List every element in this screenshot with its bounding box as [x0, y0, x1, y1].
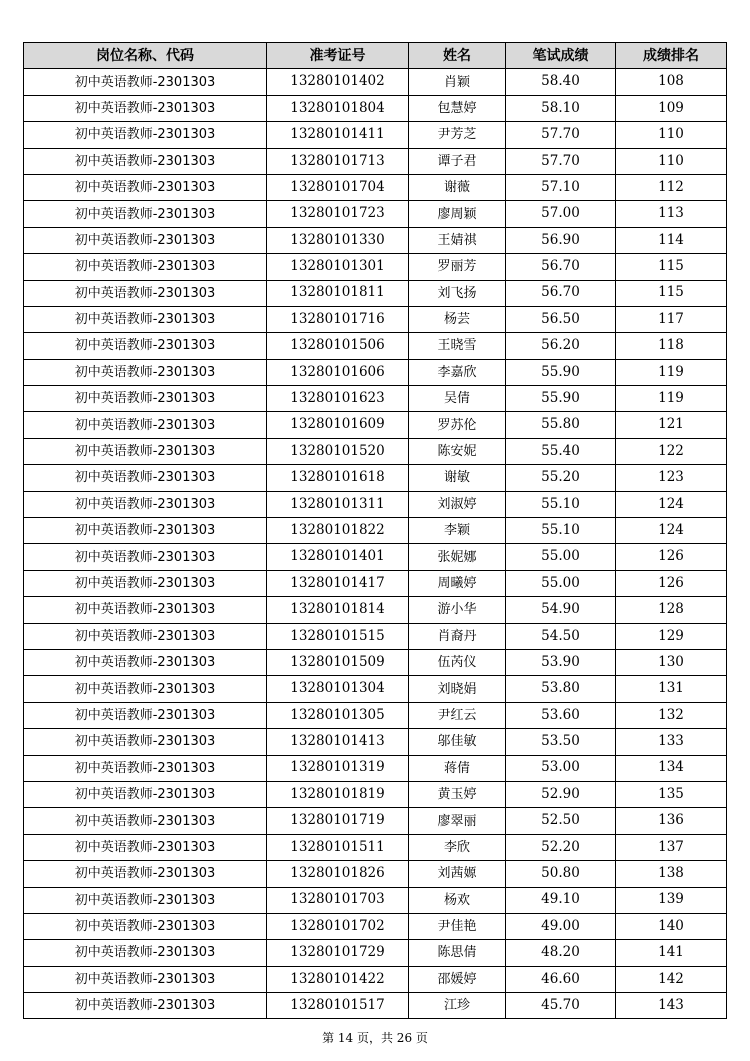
cell-ticket-number: 13280101804: [267, 95, 409, 121]
cell-name: 黄玉婷: [409, 781, 506, 807]
cell-name: 谢敏: [409, 465, 506, 491]
cell-position-code: 初中英语教师-2301303: [24, 808, 267, 834]
cell-score-rank: 114: [616, 227, 727, 253]
cell-score-rank: 124: [616, 491, 727, 517]
cell-score-rank: 132: [616, 702, 727, 728]
cell-position-code: 初中英语教师-2301303: [24, 544, 267, 570]
cell-score-rank: 115: [616, 254, 727, 280]
cell-written-score: 49.00: [506, 913, 616, 939]
cell-score-rank: 118: [616, 333, 727, 359]
cell-ticket-number: 13280101506: [267, 333, 409, 359]
table-row: [24, 940, 727, 966]
cell-score-rank: 143: [616, 993, 727, 1019]
table-row: [24, 649, 727, 675]
cell-written-score: 53.90: [506, 649, 616, 675]
cell-position-code: 初中英语教师-2301303: [24, 491, 267, 517]
cell-score-rank: 135: [616, 781, 727, 807]
table-header: [24, 43, 727, 69]
cell-score-rank: 124: [616, 518, 727, 544]
cell-name: 廖周颖: [409, 201, 506, 227]
cell-score-rank: 139: [616, 887, 727, 913]
table-row: [24, 491, 727, 517]
cell-score-rank: 112: [616, 174, 727, 200]
cell-position-code: 初中英语教师-2301303: [24, 676, 267, 702]
cell-ticket-number: 13280101509: [267, 649, 409, 675]
cell-score-rank: 122: [616, 438, 727, 464]
table-row: [24, 676, 727, 702]
cell-name: 谭子君: [409, 148, 506, 174]
cell-name: 王晓雪: [409, 333, 506, 359]
cell-position-code: 初中英语教师-2301303: [24, 465, 267, 491]
cell-name: 伍芮仪: [409, 649, 506, 675]
cell-name: 李欣: [409, 834, 506, 860]
cell-ticket-number: 13280101814: [267, 597, 409, 623]
cell-position-code: 初中英语教师-2301303: [24, 940, 267, 966]
table-row: [24, 333, 727, 359]
header-name: 姓名: [409, 43, 506, 69]
cell-name: 刘淑婷: [409, 491, 506, 517]
cell-written-score: 55.10: [506, 491, 616, 517]
cell-name: 谢薇: [409, 174, 506, 200]
cell-position-code: 初中英语教师-2301303: [24, 781, 267, 807]
cell-score-rank: 123: [616, 465, 727, 491]
cell-score-rank: 134: [616, 755, 727, 781]
cell-name: 刘茜嫄: [409, 861, 506, 887]
cell-position-code: 初中英语教师-2301303: [24, 913, 267, 939]
cell-ticket-number: 13280101606: [267, 359, 409, 385]
cell-score-rank: 117: [616, 306, 727, 332]
cell-name: 肖裔丹: [409, 623, 506, 649]
cell-score-rank: 141: [616, 940, 727, 966]
cell-written-score: 56.70: [506, 254, 616, 280]
cell-name: 廖翠丽: [409, 808, 506, 834]
table-row: [24, 755, 727, 781]
cell-ticket-number: 13280101417: [267, 570, 409, 596]
cell-ticket-number: 13280101729: [267, 940, 409, 966]
table-row: [24, 544, 727, 570]
cell-ticket-number: 13280101704: [267, 174, 409, 200]
cell-written-score: 53.50: [506, 729, 616, 755]
cell-position-code: 初中英语教师-2301303: [24, 306, 267, 332]
cell-written-score: 55.00: [506, 570, 616, 596]
table-row: [24, 861, 727, 887]
cell-position-code: 初中英语教师-2301303: [24, 966, 267, 992]
cell-position-code: 初中英语教师-2301303: [24, 861, 267, 887]
cell-written-score: 57.70: [506, 122, 616, 148]
table-row: [24, 887, 727, 913]
cell-position-code: 初中英语教师-2301303: [24, 438, 267, 464]
cell-written-score: 50.80: [506, 861, 616, 887]
cell-position-code: 初中英语教师-2301303: [24, 386, 267, 412]
table-row: [24, 386, 727, 412]
cell-name: 李颖: [409, 518, 506, 544]
cell-score-rank: 108: [616, 69, 727, 95]
cell-written-score: 52.20: [506, 834, 616, 860]
cell-written-score: 56.20: [506, 333, 616, 359]
cell-position-code: 初中英语教师-2301303: [24, 227, 267, 253]
cell-name: 杨欢: [409, 887, 506, 913]
table-row: [24, 174, 727, 200]
cell-name: 陈思倩: [409, 940, 506, 966]
score-table: [23, 42, 727, 1019]
table-row: [24, 148, 727, 174]
cell-score-rank: 126: [616, 570, 727, 596]
cell-position-code: 初中英语教师-2301303: [24, 887, 267, 913]
cell-name: 刘晓娟: [409, 676, 506, 702]
cell-name: 陈安妮: [409, 438, 506, 464]
cell-written-score: 57.00: [506, 201, 616, 227]
cell-ticket-number: 13280101723: [267, 201, 409, 227]
table-row: [24, 306, 727, 332]
cell-position-code: 初中英语教师-2301303: [24, 359, 267, 385]
table-row: [24, 570, 727, 596]
cell-score-rank: 128: [616, 597, 727, 623]
cell-name: 李嘉欣: [409, 359, 506, 385]
table-row: [24, 122, 727, 148]
table-row: [24, 359, 727, 385]
cell-ticket-number: 13280101703: [267, 887, 409, 913]
cell-name: 刘飞扬: [409, 280, 506, 306]
table-row: [24, 254, 727, 280]
cell-written-score: 57.70: [506, 148, 616, 174]
cell-written-score: 56.50: [506, 306, 616, 332]
cell-name: 周曦婷: [409, 570, 506, 596]
cell-score-rank: 115: [616, 280, 727, 306]
header-ticket-number: 准考证号: [267, 43, 409, 69]
cell-score-rank: 142: [616, 966, 727, 992]
table-row: [24, 834, 727, 860]
header-row: [24, 43, 727, 69]
cell-written-score: 53.60: [506, 702, 616, 728]
cell-score-rank: 140: [616, 913, 727, 939]
cell-position-code: 初中英语教师-2301303: [24, 755, 267, 781]
table-row: [24, 518, 727, 544]
cell-position-code: 初中英语教师-2301303: [24, 570, 267, 596]
cell-position-code: 初中英语教师-2301303: [24, 518, 267, 544]
header-score-rank: 成绩排名: [616, 43, 727, 69]
cell-ticket-number: 13280101304: [267, 676, 409, 702]
table-row: [24, 913, 727, 939]
cell-ticket-number: 13280101330: [267, 227, 409, 253]
table-row: [24, 438, 727, 464]
table-row: [24, 280, 727, 306]
cell-written-score: 54.50: [506, 623, 616, 649]
cell-position-code: 初中英语教师-2301303: [24, 702, 267, 728]
cell-score-rank: 138: [616, 861, 727, 887]
cell-ticket-number: 13280101623: [267, 386, 409, 412]
cell-ticket-number: 13280101719: [267, 808, 409, 834]
cell-name: 蒋倩: [409, 755, 506, 781]
cell-written-score: 52.90: [506, 781, 616, 807]
cell-name: 邬佳敏: [409, 729, 506, 755]
cell-ticket-number: 13280101311: [267, 491, 409, 517]
table-row: [24, 808, 727, 834]
cell-score-rank: 121: [616, 412, 727, 438]
cell-name: 肖颖: [409, 69, 506, 95]
header-position-code: 岗位名称、代码: [24, 43, 267, 69]
cell-name: 张妮娜: [409, 544, 506, 570]
cell-ticket-number: 13280101716: [267, 306, 409, 332]
table-row: [24, 201, 727, 227]
cell-position-code: 初中英语教师-2301303: [24, 280, 267, 306]
cell-score-rank: 126: [616, 544, 727, 570]
table-row: [24, 966, 727, 992]
cell-name: 包慧婷: [409, 95, 506, 121]
cell-ticket-number: 13280101822: [267, 518, 409, 544]
cell-position-code: 初中英语教师-2301303: [24, 597, 267, 623]
table-row: [24, 412, 727, 438]
cell-ticket-number: 13280101301: [267, 254, 409, 280]
header-written-score: 笔试成绩: [506, 43, 616, 69]
cell-written-score: 57.10: [506, 174, 616, 200]
table-row: [24, 69, 727, 95]
cell-written-score: 56.90: [506, 227, 616, 253]
cell-position-code: 初中英语教师-2301303: [24, 993, 267, 1019]
cell-position-code: 初中英语教师-2301303: [24, 254, 267, 280]
cell-ticket-number: 13280101826: [267, 861, 409, 887]
cell-ticket-number: 13280101413: [267, 729, 409, 755]
cell-position-code: 初中英语教师-2301303: [24, 412, 267, 438]
cell-written-score: 58.10: [506, 95, 616, 121]
cell-position-code: 初中英语教师-2301303: [24, 834, 267, 860]
table-row: [24, 597, 727, 623]
cell-position-code: 初中英语教师-2301303: [24, 333, 267, 359]
cell-position-code: 初中英语教师-2301303: [24, 649, 267, 675]
cell-ticket-number: 13280101520: [267, 438, 409, 464]
cell-written-score: 53.00: [506, 755, 616, 781]
cell-position-code: 初中英语教师-2301303: [24, 174, 267, 200]
cell-written-score: 55.90: [506, 359, 616, 385]
cell-name: 尹红云: [409, 702, 506, 728]
cell-position-code: 初中英语教师-2301303: [24, 623, 267, 649]
cell-written-score: 52.50: [506, 808, 616, 834]
cell-score-rank: 119: [616, 359, 727, 385]
cell-name: 杨芸: [409, 306, 506, 332]
table-row: [24, 702, 727, 728]
cell-ticket-number: 13280101515: [267, 623, 409, 649]
table-row: [24, 227, 727, 253]
cell-position-code: 初中英语教师-2301303: [24, 69, 267, 95]
cell-name: 罗苏伦: [409, 412, 506, 438]
cell-written-score: 46.60: [506, 966, 616, 992]
table-row: [24, 95, 727, 121]
cell-written-score: 55.20: [506, 465, 616, 491]
cell-name: 游小华: [409, 597, 506, 623]
cell-ticket-number: 13280101511: [267, 834, 409, 860]
table-row: [24, 465, 727, 491]
cell-ticket-number: 13280101517: [267, 993, 409, 1019]
cell-ticket-number: 13280101702: [267, 913, 409, 939]
cell-name: 尹佳艳: [409, 913, 506, 939]
cell-name: 王婧祺: [409, 227, 506, 253]
cell-score-rank: 136: [616, 808, 727, 834]
cell-position-code: 初中英语教师-2301303: [24, 148, 267, 174]
cell-written-score: 54.90: [506, 597, 616, 623]
cell-score-rank: 110: [616, 148, 727, 174]
cell-written-score: 49.10: [506, 887, 616, 913]
cell-name: 罗丽芳: [409, 254, 506, 280]
cell-written-score: 55.00: [506, 544, 616, 570]
cell-name: 尹芳芝: [409, 122, 506, 148]
cell-ticket-number: 13280101305: [267, 702, 409, 728]
table-row: [24, 993, 727, 1019]
cell-written-score: 55.40: [506, 438, 616, 464]
cell-position-code: 初中英语教师-2301303: [24, 95, 267, 121]
cell-position-code: 初中英语教师-2301303: [24, 729, 267, 755]
cell-ticket-number: 13280101411: [267, 122, 409, 148]
cell-score-rank: 113: [616, 201, 727, 227]
cell-position-code: 初中英语教师-2301303: [24, 201, 267, 227]
cell-written-score: 55.90: [506, 386, 616, 412]
cell-ticket-number: 13280101402: [267, 69, 409, 95]
cell-score-rank: 119: [616, 386, 727, 412]
table-row: [24, 781, 727, 807]
cell-written-score: 53.80: [506, 676, 616, 702]
cell-ticket-number: 13280101819: [267, 781, 409, 807]
cell-written-score: 45.70: [506, 993, 616, 1019]
cell-written-score: 55.80: [506, 412, 616, 438]
cell-score-rank: 131: [616, 676, 727, 702]
cell-ticket-number: 13280101609: [267, 412, 409, 438]
cell-ticket-number: 13280101319: [267, 755, 409, 781]
cell-written-score: 55.10: [506, 518, 616, 544]
cell-ticket-number: 13280101401: [267, 544, 409, 570]
table-body: [24, 69, 727, 1019]
cell-ticket-number: 13280101713: [267, 148, 409, 174]
cell-score-rank: 110: [616, 122, 727, 148]
cell-score-rank: 129: [616, 623, 727, 649]
cell-written-score: 56.70: [506, 280, 616, 306]
table-row: [24, 729, 727, 755]
cell-ticket-number: 13280101422: [267, 966, 409, 992]
cell-position-code: 初中英语教师-2301303: [24, 122, 267, 148]
cell-name: 邵媛婷: [409, 966, 506, 992]
cell-name: 江珍: [409, 993, 506, 1019]
cell-written-score: 48.20: [506, 940, 616, 966]
cell-score-rank: 130: [616, 649, 727, 675]
cell-score-rank: 133: [616, 729, 727, 755]
cell-score-rank: 137: [616, 834, 727, 860]
cell-ticket-number: 13280101811: [267, 280, 409, 306]
table-row: [24, 623, 727, 649]
page-footer: 第 14 页，共 26 页: [322, 1031, 428, 1045]
cell-name: 吴倩: [409, 386, 506, 412]
cell-ticket-number: 13280101618: [267, 465, 409, 491]
cell-written-score: 58.40: [506, 69, 616, 95]
cell-score-rank: 109: [616, 95, 727, 121]
